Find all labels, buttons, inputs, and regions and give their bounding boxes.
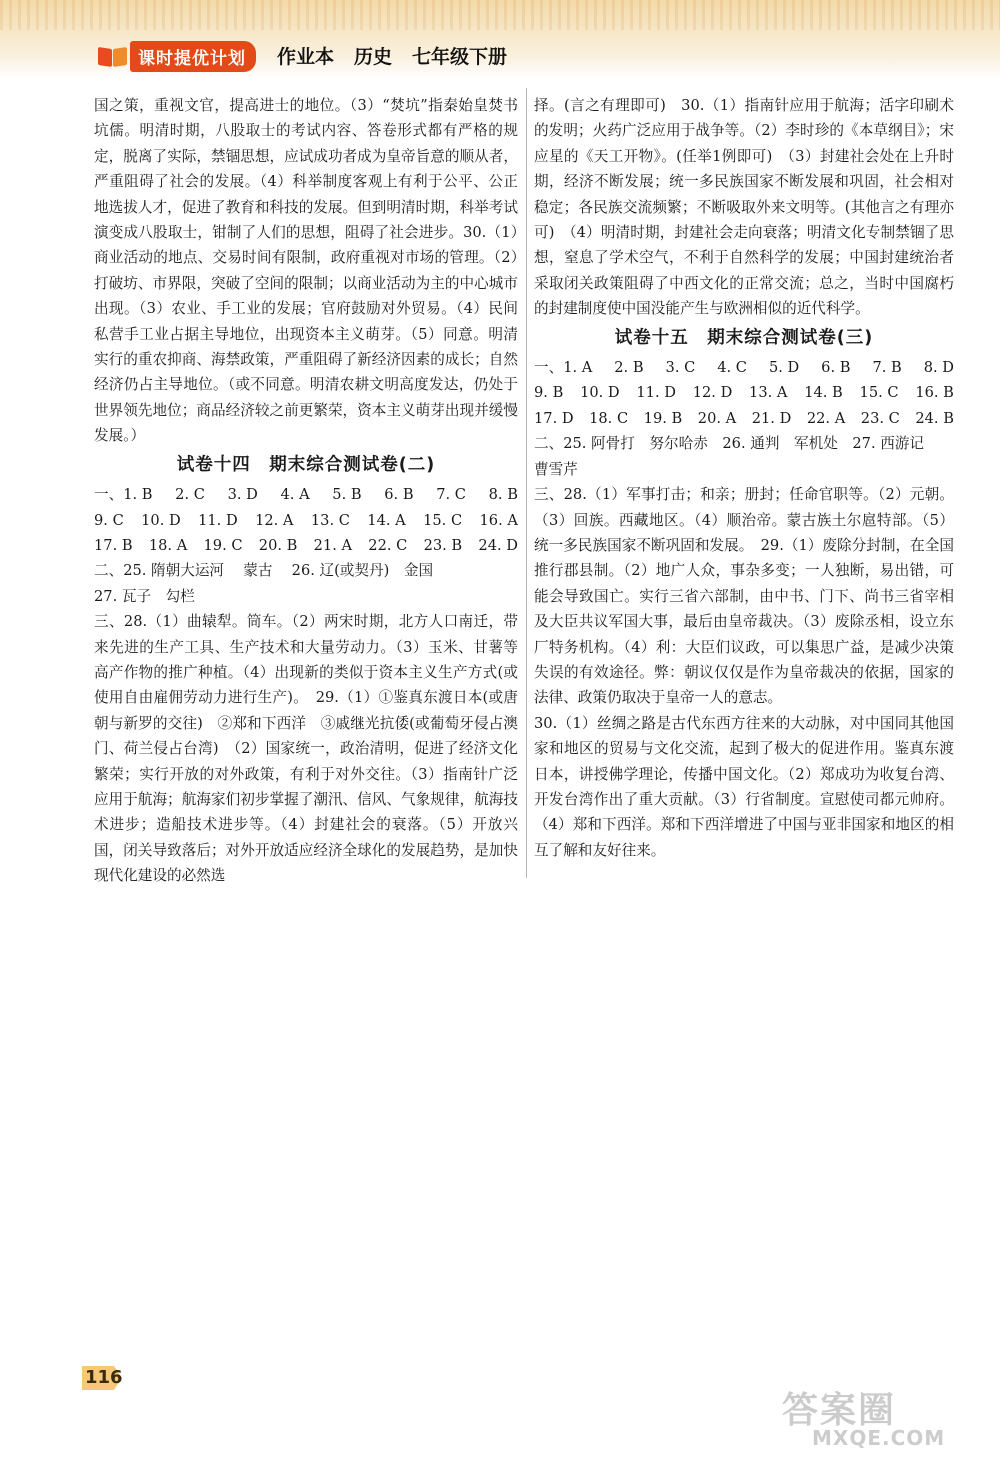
answer-item: 20. B — [258, 536, 298, 554]
fill-blank-answers: 二、25. 阿骨打 努尔哈赤 26. 通判 军机处 27. 西游记 — [534, 435, 925, 453]
answer-item: 22. A — [806, 409, 846, 427]
book-type: 作业本 — [277, 46, 335, 68]
page-number: 116 — [82, 1364, 128, 1394]
answer-item: 13. A — [749, 384, 788, 402]
answer-row — [94, 508, 518, 533]
answer-paragraph: 国之策，重视文官，提高进士的地位。（3）“焚坑”指秦始皇焚书坑儒。明清时期，八股取士的考试内容、答卷形式都有严格的规定，脱离了实际，禁锢思想，应试成功者成为皇帝旨意的顺从者，严重阻碍了社会的发展。（4）科举制度客观上有利于公平、公正地选拔人才，促进了教育和科技的发展。但到明清时期，科举考试演变成八股取士，钳制了人们的思想，阻碍了社会进步。30.（1）商业活动的地点、交易时间有限制，政府重视对市场的管理。（2）打破坊、市界限，突破了空间的限制；以商业活动为主的中心城市出现。（3）农业、手工业的发展；官府鼓励对外贸易。（4）民间私营手工业占据主导地位，出现资本主义萌芽。（5）同意。明清实行的重农抑商、海禁政策，严重阻碍了新经济因素的成长；自然经济仍占主导地位。（或不同意。明清农耕文明高度发达，仍处于世界领先地位；商品经济较之前更繁荣，资本主义萌芽出现并缓慢发展。） — [94, 97, 518, 445]
answer-item: 21. D — [751, 409, 792, 427]
fill-blank-answers: 27. 瓦子 勾栏 — [94, 587, 195, 605]
answer-item: 22. C — [368, 536, 408, 554]
answer-item: 2. B — [614, 359, 644, 377]
answer-item: 20. A — [697, 409, 737, 427]
answer-paragraph: 择。(言之有理即可) 30.（1）指南针应用于航海；活字印刷术的发明；火药广泛应用于战争等。（2）李时珍的《本草纲目》；宋应星的《天工开物》。(任举1例即可) （3）封建社会处在上升时期，经济不断发展；统一多民族国家不断发展和巩固，社会相对稳定；各民族交流频繁；不断吸取外来文明等。(其他言之有理亦可) （4）明清时期，封建社会走向衰落；明清文化专制禁锢了思想，窒息了学术空气，不利于自然科学的发展；中国封建统治者采取闭关政策阻碍了中西文化的正常交流；总之，当时中国腐朽的封建制度使中国没能产生与欧洲相似的近代科学。 — [534, 97, 954, 318]
answer-item: 6. B — [821, 359, 851, 377]
answer-item: 14. B — [804, 384, 843, 402]
answer-item: 13. C — [310, 511, 350, 529]
answer-item: 4. C — [717, 359, 747, 377]
column-divider — [526, 88, 527, 878]
answer-item: 21. A — [313, 536, 353, 554]
subject: 历史 — [354, 46, 393, 68]
right-column — [534, 93, 954, 863]
left-column — [94, 93, 518, 889]
answer-item: 8. B — [488, 486, 518, 504]
answer-item: 5. B — [332, 486, 362, 504]
answer-item: 17. D — [534, 409, 574, 427]
answer-item: 12. D — [692, 384, 733, 402]
answer-row — [94, 482, 518, 507]
answer-item: 16. A — [479, 511, 518, 529]
answer-item: 18. A — [148, 536, 188, 554]
answer-item: 19. C — [203, 536, 243, 554]
answer-item: 8. D — [923, 359, 954, 377]
answer-item: 4. A — [280, 486, 310, 504]
answer-paragraph: 三、28.（1）军事打击；和亲；册封；任命官职等。（2）元朝。（3）回族。西藏地区。（4）顺治帝。蒙古族土尔扈特部。（5）统一多民族国家不断巩固和发展。 29.（1）废除分封制，在全国推行郡县制。（2）地广人众，事杂多变；一人独断，易出错，可能会导致国亡。实行三省六部制，由中书、门下、尚书三省宰相及大臣共议军国大事，最后由皇帝裁决。（3）废除丞相，设立东厂特务机构。（4）利：大臣们议政，可以集思广益，是减少决策失误的有效途径。弊：朝议仅仅是作为皇帝裁决的依据，国家的法律、政策仍取决于皇帝一人的意志。 — [534, 486, 954, 707]
fill-blank-answers: 二、25. 隋朝大运河 蒙古 26. 辽(或契丹) 金国 — [94, 562, 434, 580]
answer-item: 17. B — [94, 536, 133, 554]
multiple-choice-answers — [94, 482, 518, 558]
answer-item: 12. A — [255, 511, 294, 529]
answer-row — [534, 355, 954, 380]
answer-item: 11. D — [198, 511, 238, 529]
brand-name: 课时提优计划 — [130, 41, 256, 72]
answer-item: 7. B — [872, 359, 902, 377]
answer-item: 6. B — [384, 486, 414, 504]
answer-item: 23. C — [860, 409, 900, 427]
answer-item: 9. B — [534, 384, 564, 402]
answer-item: 11. D — [636, 384, 676, 402]
book-icon — [96, 44, 130, 68]
answer-row — [94, 533, 518, 558]
answer-item: 16. B — [915, 384, 954, 402]
answer-item: 23. B — [423, 536, 463, 554]
answer-item: 15. C — [859, 384, 899, 402]
answer-item: 14. A — [367, 511, 406, 529]
answer-paragraph: 三、28.（1）曲辕犁。筒车。（2）两宋时期，北方人口南迁，带来先进的生产工具、生产技术和大量劳动力。（3）玉米、甘薯等高产作物的推广种植。（4）出现新的类似于资本主义生产方式(或使用自由雇佣劳动力进行生产)。 29.（1）①鉴真东渡日本(或唐朝与新罗的交往) ②郑和下西洋 ③戚继光抗倭(或葡萄牙侵占澳门、荷兰侵占台湾) （2）国家统一，政治清明，促进了经济文化繁荣；实行开放的对外政策，有利于对外交往。（3）指南针广泛应用于航海；航海家们初步掌握了潮汛、信风、气象规律，航海技术进步；造船技术进步等。（4）封建社会的衰落。（5）开放兴国，闭关导致落后；对外开放适应经济全球化的发展趋势，是加快现代化建设的必然选 — [94, 613, 518, 885]
answer-item: 3. D — [227, 486, 258, 504]
answer-item: 15. C — [423, 511, 463, 529]
answer-item: 一、1. A — [534, 359, 593, 377]
watermark-logo: 答案圈 MXQE.COM — [782, 1390, 946, 1450]
answer-item: 18. C — [589, 409, 629, 427]
answer-item: 一、1. B — [94, 486, 153, 504]
answer-item: 24. B — [915, 409, 954, 427]
section-title: 试卷十四 期末综合测试卷(二) — [176, 454, 436, 475]
answer-item: 10. D — [141, 511, 181, 529]
multiple-choice-answers — [534, 355, 954, 431]
answer-item: 3. C — [665, 359, 696, 377]
answer-item: 9. C — [94, 511, 124, 529]
answer-item: 24. D — [478, 536, 518, 554]
answer-item: 2. C — [175, 486, 205, 504]
section-title: 试卷十五 期末综合测试卷(三) — [614, 327, 874, 348]
fill-blank-answers: 曹雪芹 — [534, 460, 578, 478]
answer-item: 19. B — [643, 409, 683, 427]
answer-paragraph: 30.（1）丝绸之路是古代东西方往来的大动脉，对中国同其他国家和地区的贸易与文化交流，起到了极大的促进作用。鉴真东渡日本，讲授佛学理论，传播中国文化。（2）郑成功为收复台湾、开发台湾作出了重大贡献。（3）行省制度。宣慰使司都元帅府。（4）郑和下西洋。郑和下西洋增进了中国与亚非国家和地区的相互了解和友好往来。 — [534, 714, 954, 859]
brand-logo — [96, 42, 256, 70]
answer-row — [534, 406, 954, 431]
answer-row — [534, 380, 954, 405]
answer-item: 5. D — [768, 359, 800, 377]
grade: 七年级下册 — [412, 46, 508, 68]
answer-item: 10. D — [580, 384, 620, 402]
answer-item: 7. C — [436, 486, 466, 504]
book-title — [277, 42, 507, 69]
